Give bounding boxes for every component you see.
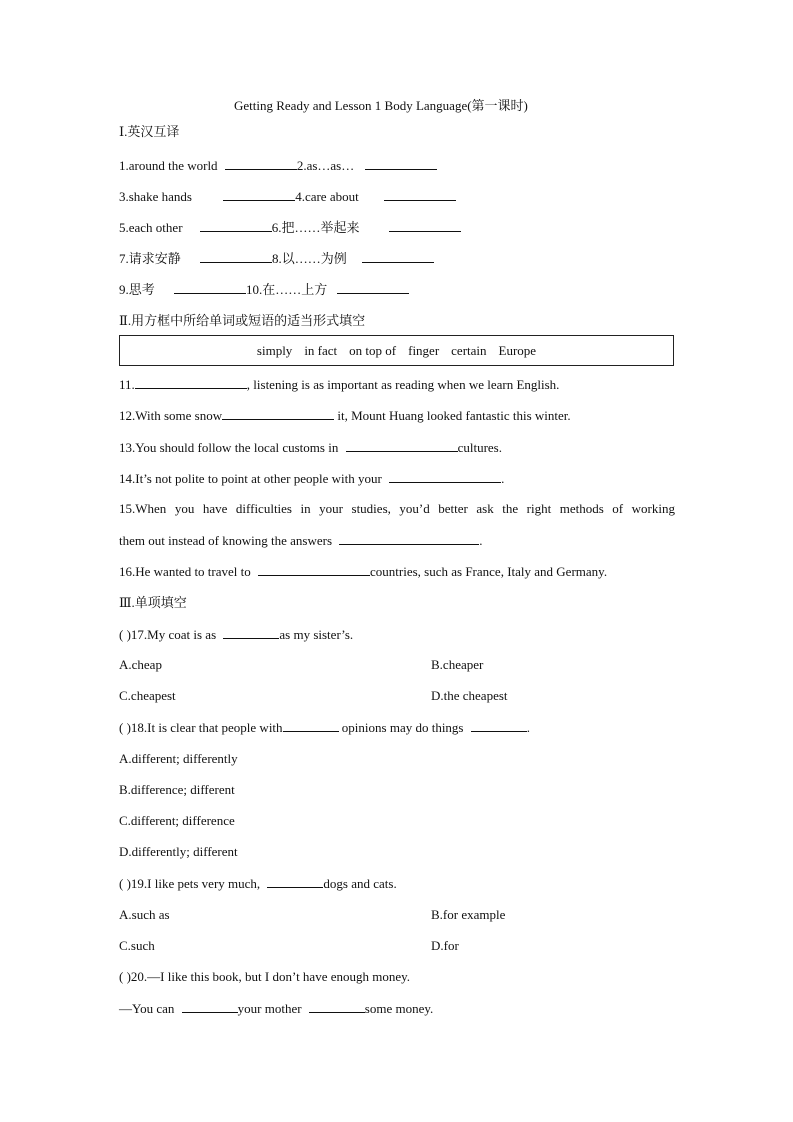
q18-option-b[interactable]: B.difference; different (119, 782, 235, 797)
q14-row (119, 470, 504, 487)
q17-text-pre: 17.My coat is as (130, 627, 217, 642)
word-bank-item: in fact (304, 342, 338, 358)
q20-reply-pre: —You can (119, 1001, 175, 1016)
word-bank-item: simply (256, 342, 293, 358)
q1-row (119, 157, 437, 174)
q19-option-c[interactable]: C.such (119, 938, 155, 953)
q11-text: , listening is as important as reading when we learn English. (246, 377, 560, 392)
q15-row (119, 532, 483, 549)
q14-text-post: . (501, 471, 505, 486)
q17-option-d[interactable]: D.the cheapest (431, 688, 508, 703)
section-2-heading: Ⅱ.用方框中所给单词或短语的适当形式填空 (119, 313, 366, 328)
q19-answer-paren[interactable]: ( ) (119, 876, 131, 891)
q17-option-b[interactable]: B.cheaper (431, 657, 484, 672)
q7-row (119, 250, 434, 267)
q20-text: 20.—I like this book, but I don’t have enough money. (130, 969, 411, 984)
q9-blank[interactable] (174, 281, 246, 294)
q8-label: 8.以……为例 (272, 251, 347, 266)
q14-text-pre: 14.It’s not polite to point at other people with your (119, 471, 382, 486)
q5-row (119, 219, 461, 236)
q6-blank[interactable] (389, 219, 461, 232)
section-1-heading: Ⅰ.英汉互译 (119, 124, 180, 139)
q11-row (119, 376, 559, 393)
q17-blank[interactable] (223, 626, 279, 639)
q15-blank[interactable] (339, 532, 479, 545)
q20-reply-row (119, 1000, 433, 1017)
q13-row (119, 439, 502, 456)
q9-row (119, 281, 409, 298)
q19-row (119, 875, 397, 892)
q20-blank-2[interactable] (309, 1000, 365, 1013)
q13-blank[interactable] (346, 439, 458, 452)
q18-answer-paren[interactable]: ( ) (119, 720, 131, 735)
q3-row (119, 188, 456, 205)
word-bank-item: on top of (349, 342, 397, 358)
q18-text-pre: 18.It is clear that people with (130, 720, 283, 735)
q9-label: 9.思考 (119, 282, 155, 297)
q17-option-a[interactable]: A.cheap (119, 657, 162, 672)
q15-text-pre: them out instead of knowing the answers (119, 533, 333, 548)
q16-text-post: countries, such as France, Italy and Germany. (370, 564, 608, 579)
q18-option-d[interactable]: D.differently; different (119, 844, 238, 859)
q20-blank-1[interactable] (182, 1000, 238, 1013)
q18-blank-2[interactable] (471, 719, 527, 732)
q19-option-b[interactable]: B.for example (431, 907, 506, 922)
q18-option-a[interactable]: A.different; differently (119, 751, 238, 766)
q7-blank[interactable] (200, 250, 272, 263)
q18-text-post: . (526, 720, 530, 735)
q17-row (119, 626, 353, 643)
q1-label: 1.around the world (119, 158, 218, 173)
q2-label: 2.as…as… (296, 158, 355, 173)
q20-row (119, 969, 410, 985)
q18-option-c[interactable]: C.different; difference (119, 813, 235, 828)
q18-text-mid: opinions may do things (338, 720, 464, 735)
page-title: Getting Ready and Lesson 1 Body Language(第一课时) (234, 98, 528, 113)
q19-blank[interactable] (267, 875, 323, 888)
section-3-heading: Ⅲ.单项填空 (119, 595, 187, 610)
q16-row (119, 563, 607, 580)
q12-row (119, 407, 571, 424)
q18-row (119, 719, 530, 736)
word-bank-box (119, 335, 674, 366)
q5-label: 5.each other (119, 220, 183, 235)
q19-option-d[interactable]: D.for (431, 938, 459, 953)
q12-text-post: it, Mount Huang looked fantastic this winter. (334, 408, 571, 423)
q3-blank[interactable] (223, 188, 295, 201)
q20-reply-post: some money. (364, 1001, 434, 1016)
q17-option-c[interactable]: C.cheapest (119, 688, 176, 703)
q6-label: 6.把……举起来 (271, 220, 360, 235)
q19-text-pre: 19.I like pets very much, (130, 876, 261, 891)
q1-blank[interactable] (225, 157, 297, 170)
q4-blank[interactable] (384, 188, 456, 201)
q10-label: 10.在……上方 (246, 282, 328, 297)
q18-blank-1[interactable] (283, 719, 339, 732)
q7-label: 7.请求安静 (119, 251, 181, 266)
q8-blank[interactable] (362, 250, 434, 263)
q12-text-pre: 12.With some snow (119, 408, 223, 423)
q13-text-pre: 13.You should follow the local customs in (119, 440, 339, 455)
q12-blank[interactable] (222, 407, 334, 420)
word-bank-item: finger (408, 342, 440, 358)
q16-blank[interactable] (258, 563, 370, 576)
q3-label: 3.shake hands (119, 189, 192, 204)
q4-label: 4.care about (295, 189, 359, 204)
q20-reply-mid: your mother (237, 1001, 302, 1016)
q2-blank[interactable] (365, 157, 437, 170)
q19-text-post: dogs and cats. (323, 876, 397, 891)
q14-blank[interactable] (389, 470, 501, 483)
q11-blank[interactable] (135, 376, 247, 389)
q10-blank[interactable] (337, 281, 409, 294)
word-bank-item: certain (451, 342, 487, 358)
q15-line-1: 15.When you have difficulties in your studies, you’d better ask the right methods of working (119, 501, 675, 516)
word-bank-item: Europe (498, 342, 537, 358)
q13-text-post: cultures. (457, 440, 502, 455)
q16-text-pre: 16.He wanted to travel to (119, 564, 251, 579)
q17-answer-paren[interactable]: ( ) (119, 627, 131, 642)
q17-text-post: as my sister’s. (279, 627, 354, 642)
q15-text-post: . (479, 533, 483, 548)
q11-number: 11. (119, 377, 135, 392)
q5-blank[interactable] (200, 219, 272, 232)
q20-answer-paren[interactable]: ( ) (119, 969, 131, 984)
q19-option-a[interactable]: A.such as (119, 907, 170, 922)
